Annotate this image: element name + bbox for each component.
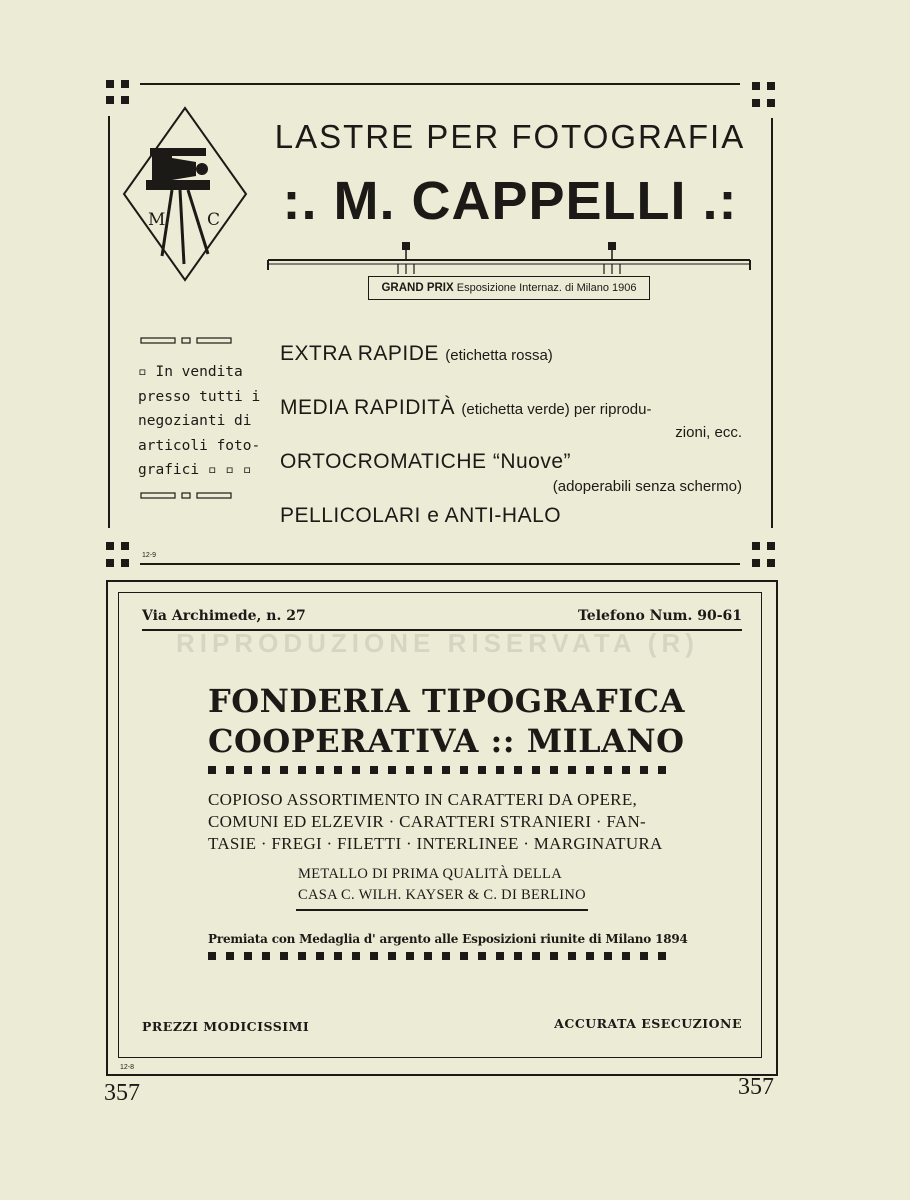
logo-letter-c: C xyxy=(207,210,221,230)
product-note: (etichetta verde) per riprodu- xyxy=(461,401,652,418)
sidebar-line: presso tutti i xyxy=(138,388,261,405)
top-rule xyxy=(140,83,740,85)
body-line: TASIE · FREGI · FILETTI · INTERLINEE · MARGINATURA xyxy=(208,834,663,853)
page-number-right: 357 xyxy=(738,1074,774,1100)
company-name-line1: FONDERIA TIPOGRAFICA xyxy=(208,682,685,720)
body-line: COMUNI ED ELZEVIR · CARATTERI STRANIERI · FAN- xyxy=(208,812,646,831)
sidebar-ornament-top xyxy=(140,336,232,346)
ornamental-rail xyxy=(264,242,754,276)
address: Via Archimede, n. 27 xyxy=(142,608,306,624)
product-note-continued: zioni, ecc. xyxy=(675,424,742,441)
print-code: 12-9 xyxy=(142,552,157,559)
award-rest: Esposizione Internaz. di Milano 1906 xyxy=(456,282,637,294)
award-strong: GRAND PRIX xyxy=(381,282,454,294)
bottom-rule xyxy=(140,563,740,565)
metal-line: CASA C. WILH. KAYSER & C. DI BERLINO xyxy=(298,887,586,903)
product-name: MEDIA RAPIDITÀ xyxy=(280,396,456,419)
sidebar-ornament-bottom xyxy=(140,491,232,501)
watermark: RIPRODUZIONE RISERVATA (R) xyxy=(176,628,699,658)
product-note: (etichetta rossa) xyxy=(445,347,553,364)
metal-line: METALLO DI PRIMA QUALITÀ DELLA xyxy=(298,866,562,882)
logo-letter-m: M xyxy=(148,210,166,230)
product-pellicolari: PELLICOLARI e ANTI-HALO xyxy=(280,504,562,527)
award-line: Premiata con Medaglia d' argento alle Esposizioni riunite di Milano 1894 xyxy=(208,932,688,946)
company-name-line2: COOPERATIVA :: MILANO xyxy=(208,722,685,760)
print-code: 12-8 xyxy=(120,1064,135,1071)
sidebar-line: articoli foto- xyxy=(138,437,261,454)
footer-right: ACCURATA ESECUZIONE xyxy=(554,1016,742,1031)
sidebar-text xyxy=(138,360,261,483)
camera-logo-icon xyxy=(122,106,248,282)
phone: Telefono Num. 90-61 xyxy=(577,608,742,624)
body-line: COPIOSO ASSORTIMENTO IN CARATTERI DA OPERE, xyxy=(208,790,638,809)
sidebar-line: grafici ▫ ▫ ▫ xyxy=(138,462,252,478)
product-media-rapidita xyxy=(280,396,651,420)
ad-title: LASTRE PER FOTOGRAFIA xyxy=(274,118,746,155)
award-box xyxy=(368,276,650,300)
product-name: EXTRA RAPIDE xyxy=(280,342,439,365)
metal-rule xyxy=(296,909,588,911)
sidebar-line: ▫ In vendita xyxy=(138,364,243,380)
product-note: (adoperabili senza schermo) xyxy=(552,478,742,495)
page-number-left: 357 xyxy=(104,1080,140,1106)
product-ortocromatiche: ORTOCROMATICHE “Nuove” xyxy=(280,450,572,473)
dotted-rule-bottom xyxy=(208,952,676,960)
brand-name: :. M. CAPPELLI .: xyxy=(282,171,738,231)
sidebar-line: negozianti di xyxy=(138,413,252,429)
product-extra-rapide xyxy=(280,342,553,366)
dotted-rule-top xyxy=(208,766,676,774)
footer-left: PREZZI MODICISSIMI xyxy=(142,1019,310,1034)
left-rule xyxy=(108,116,110,528)
